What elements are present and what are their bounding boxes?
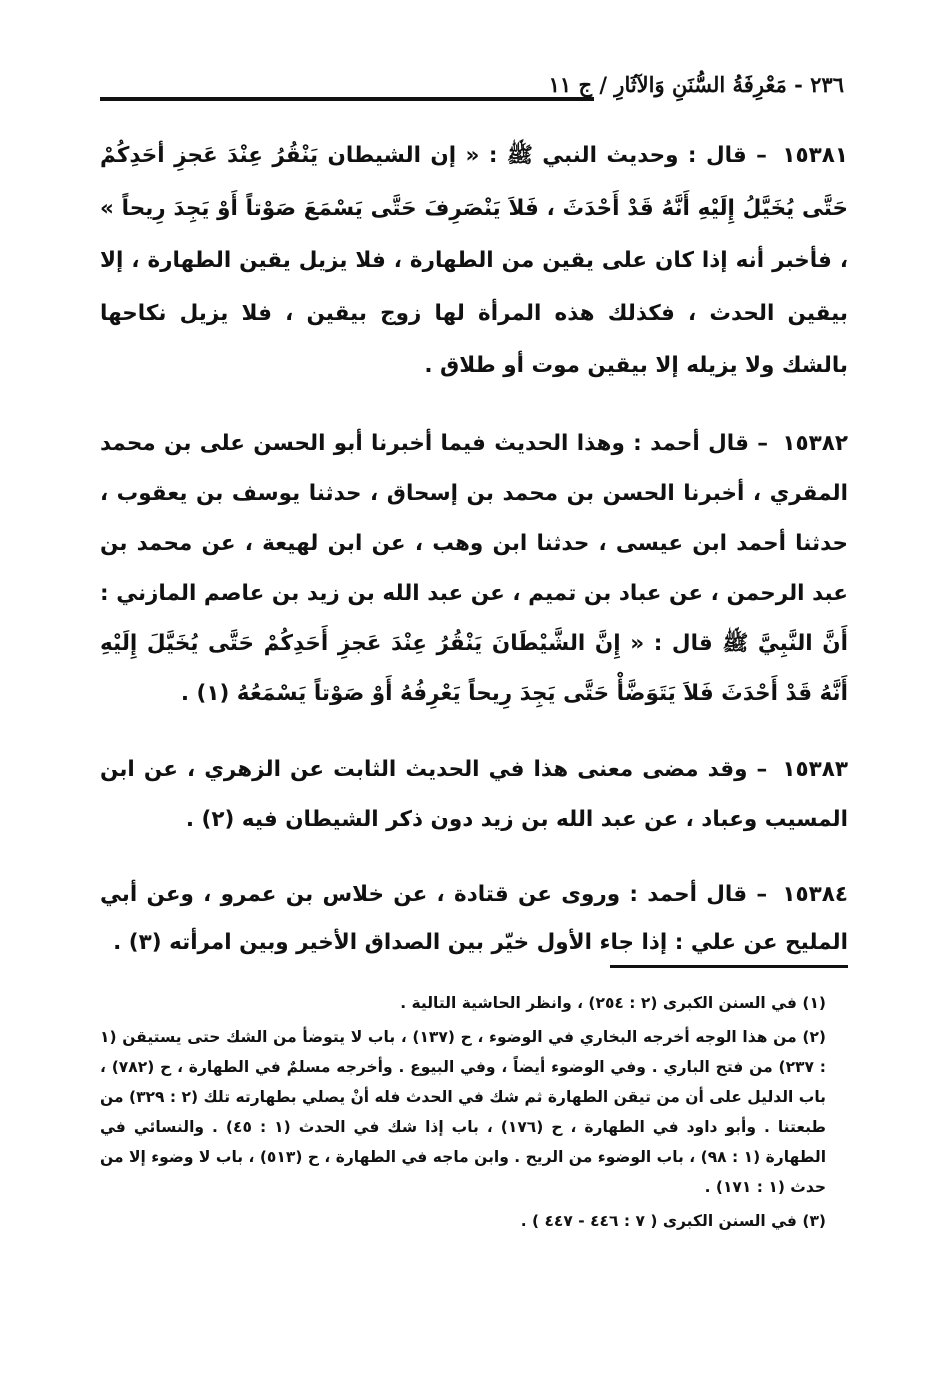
footnote-rule [610,965,848,968]
paragraph-number: ١٥٣٨٣ [782,756,848,782]
paragraph-15383 [100,745,848,845]
paragraph-text: – قال : وحديث النبي ﷺ : « إن الشيطان يَنْقُرُ عِنْدَ عَجزِ أحَدِكُمْ حَتَّى يُخَيَّلُ إِلَيْهِ أَنَّهُ قَدْ أَحْدَثَ ، فَلاَ يَنْصَرِفَ حَتَّى يَسْمَعَ صَوْتاً أَوْ يَجِدَ رِيحاً » ، فأخبر أنه إذا كان على يقين من الطهارة ، فلا يزيل يقين الطهارة ، إلا بيقين الحدث ، فكذلك هذه المرأة لها زوج بيقين ، فلا يزيل نكاحها بالشك ولا يزيله إلا بيقين موت أو طلاق . [100,143,848,378]
main-text [100,130,848,993]
footnote-1: (١) في السنن الكبرى (٢ : ٢٥٤) ، وانظر الحاشية التالية . [400,994,826,1012]
paragraph-number: ١٥٣٨٤ [782,881,848,907]
footnotes [100,988,848,1240]
paragraph-15382 [100,419,848,719]
footnote-3: (٣) في السنن الكبرى ( ٧ : ٤٤٦ - ٤٤٧ ) . [520,1212,826,1230]
footnote-2: (٢) من هذا الوجه أخرجه البخاري في الوضوء ، ح (١٣٧) ، باب لا يتوضأ من الشك حتى يستيقن (١ : ٢٣٧) من فتح الباري . وفي الوضوء أيضاً ، وفي البيوع . وأخرجه مسلمٌ في الطهارة ، ح (٧٨٢) ، باب الدليل على أن من تيقن الطهارة ثم شك في الحدث فله أنْ يصلي بطهارته تلك (٢ : ٣٢٩) من طبعتنا . وأبو داود في الطهارة ، ح (١٧٦) ، باب إذا شك في الحدث (١ : ٤٥) . والنسائي في الطهارة (١ : ٩٨) ، باب الوضوء من الريح . وابن ماجه في الطهارة ، ح (٥١٣) ، باب لا وضوء إلا من حدث (١ : ١٧١) . [100,1028,827,1196]
paragraph-15384 [100,871,848,967]
paragraph-text: – قال أحمد : وهذا الحديث فيما أخبرنا أبو الحسن على بن محمد المقري ، أخبرنا الحسن بن محمد بن إسحاق ، حدثنا يوسف بن يعقوب ، حدثنا أحمد ابن عيسى ، حدثنا ابن وهب ، عن ابن لهيعة ، عن محمد بن عبد الرحمن ، عن عباد بن تميم ، عن عبد الله بن زيد بن عاصم المازني : أَنَّ النَّبِيَّ ﷺ قال : « إِنَّ الشَّيْطَانَ يَنْقُرُ عِنْدَ عَجزِ أَحَدِكُمْ حَتَّى يُخَيَّلَ إِلَيْهِ أَنَّهُ قَدْ أَحْدَثَ فَلاَ يَتَوَضَّأْ حَتَّى يَجِدَ رِيحاً يَعْرِفُهُ أَوْ صَوْتاً يَسْمَعُهُ (١) . [100,430,848,706]
paragraph-15381 [100,130,848,393]
running-header [104,72,844,97]
header-rule [100,97,594,101]
paragraph-text: – قال أحمد : وروى عن قتادة ، عن خلاس بن عمرو ، وعن أبي المليح عن علي : إذا جاء الأول خيّر بين الصداق الأخير وبين امرأته (٣) . [100,881,848,955]
paragraph-number: ١٥٣٨٢ [782,430,848,456]
paragraph-text: – وقد مضى معنى هذا في الحديث الثابت عن الزهري ، عن ابن المسيب وعباد ، عن عبد الله بن زيد دون ذكر الشيطان فيه (٢) . [100,756,848,832]
paragraph-number: ١٥٣٨١ [782,143,848,168]
running-title: ٢٣٦ - مَعْرِفَةُ السُّنَنِ وَالآثَارِ / ج ١١ [548,72,844,97]
